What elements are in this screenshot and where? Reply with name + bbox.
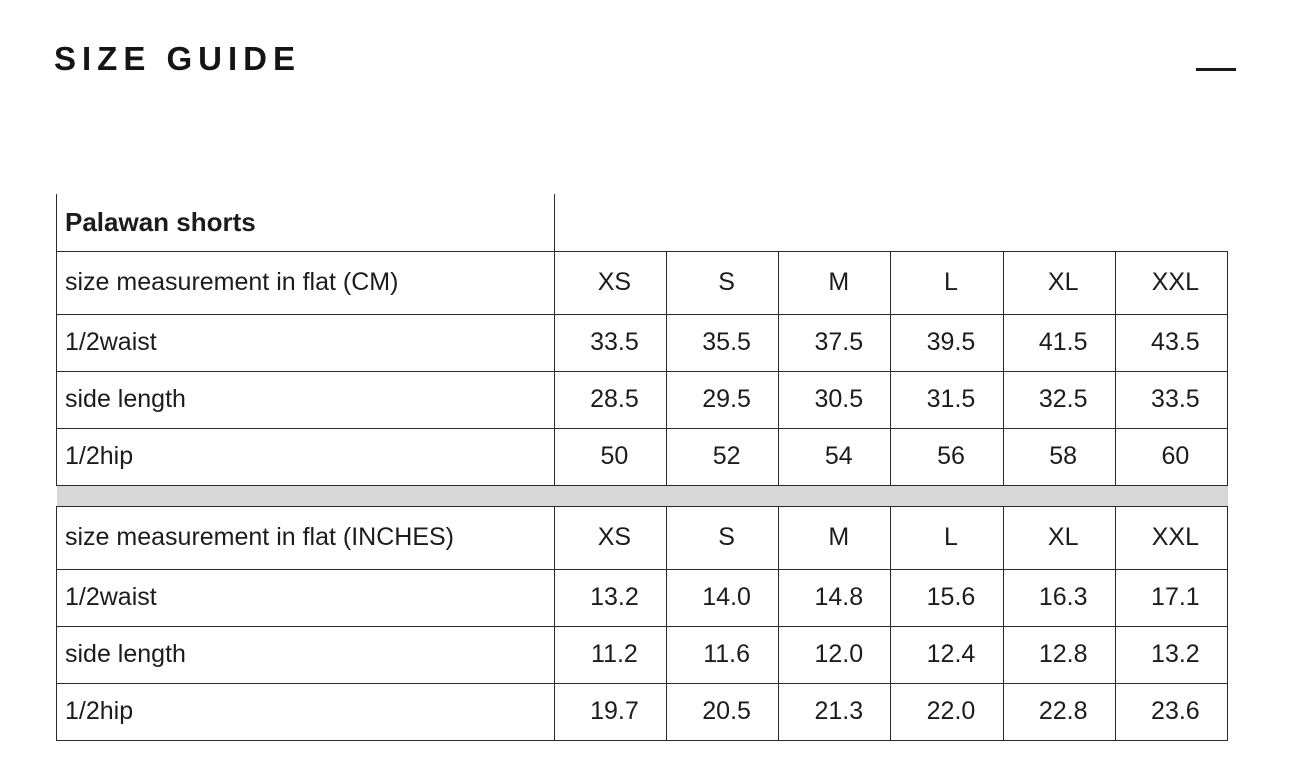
size-header-s: S [667, 252, 779, 315]
table-row-product-title [57, 194, 1228, 252]
minus-icon[interactable] [1196, 56, 1236, 86]
size-guide-table [56, 194, 1228, 741]
measurement-value: 35.5 [667, 315, 779, 372]
page-header [54, 42, 1236, 98]
table-row [57, 315, 1228, 372]
table-row [57, 570, 1228, 627]
measurement-value: 21.3 [779, 684, 891, 741]
measurement-label: 1/2hip [57, 684, 555, 741]
measurement-label: side length [57, 372, 555, 429]
size-header-xs: XS [554, 507, 666, 570]
measurement-label: 1/2hip [57, 429, 555, 486]
table-row-header-cm [57, 252, 1228, 315]
unit-label-inches: size measurement in flat (INCHES) [57, 507, 555, 570]
size-header-s: S [667, 507, 779, 570]
measurement-value: 37.5 [779, 315, 891, 372]
product-name: Palawan shorts [57, 194, 555, 252]
measurement-value: 52 [667, 429, 779, 486]
empty-cell [554, 194, 666, 252]
measurement-label: 1/2waist [57, 315, 555, 372]
measurement-value: 33.5 [554, 315, 666, 372]
size-header-xl: XL [1003, 507, 1115, 570]
measurement-value: 13.2 [1115, 627, 1227, 684]
measurement-value: 19.7 [554, 684, 666, 741]
measurement-value: 11.2 [554, 627, 666, 684]
measurement-value: 30.5 [779, 372, 891, 429]
measurement-value: 43.5 [1115, 315, 1227, 372]
measurement-value: 32.5 [1003, 372, 1115, 429]
measurement-value: 28.5 [554, 372, 666, 429]
measurement-value: 22.0 [891, 684, 1003, 741]
empty-cell [779, 194, 891, 252]
table-row-header-inches [57, 507, 1228, 570]
measurement-value: 11.6 [667, 627, 779, 684]
measurement-value: 58 [1003, 429, 1115, 486]
empty-cell [1115, 194, 1227, 252]
measurement-value: 41.5 [1003, 315, 1115, 372]
measurement-value: 33.5 [1115, 372, 1227, 429]
measurement-value: 22.8 [1003, 684, 1115, 741]
unit-label-cm: size measurement in flat (CM) [57, 252, 555, 315]
table-row [57, 372, 1228, 429]
empty-cell [891, 194, 1003, 252]
measurement-value: 29.5 [667, 372, 779, 429]
measurement-value: 50 [554, 429, 666, 486]
measurement-value: 56 [891, 429, 1003, 486]
measurement-value: 12.4 [891, 627, 1003, 684]
measurement-label: 1/2waist [57, 570, 555, 627]
size-table-container [56, 194, 1228, 741]
section-divider-band [57, 486, 1228, 507]
measurement-value: 12.0 [779, 627, 891, 684]
measurement-value: 12.8 [1003, 627, 1115, 684]
measurement-value: 20.5 [667, 684, 779, 741]
table-row [57, 627, 1228, 684]
size-header-m: M [779, 252, 891, 315]
empty-cell [667, 194, 779, 252]
page-title: SIZE GUIDE [54, 40, 302, 77]
size-header-xxl: XXL [1115, 507, 1227, 570]
measurement-value: 23.6 [1115, 684, 1227, 741]
section-divider [57, 486, 1228, 507]
size-header-l: L [891, 507, 1003, 570]
measurement-label: side length [57, 627, 555, 684]
size-header-xxl: XXL [1115, 252, 1227, 315]
size-header-xs: XS [554, 252, 666, 315]
measurement-value: 16.3 [1003, 570, 1115, 627]
table-row [57, 684, 1228, 741]
measurement-value: 14.8 [779, 570, 891, 627]
measurement-value: 13.2 [554, 570, 666, 627]
minus-icon-bar [1196, 68, 1236, 71]
size-header-l: L [891, 252, 1003, 315]
measurement-value: 14.0 [667, 570, 779, 627]
size-header-xl: XL [1003, 252, 1115, 315]
measurement-value: 54 [779, 429, 891, 486]
measurement-value: 39.5 [891, 315, 1003, 372]
empty-cell [1003, 194, 1115, 252]
measurement-value: 31.5 [891, 372, 1003, 429]
measurement-value: 60 [1115, 429, 1227, 486]
measurement-value: 15.6 [891, 570, 1003, 627]
measurement-value: 17.1 [1115, 570, 1227, 627]
table-row [57, 429, 1228, 486]
size-header-m: M [779, 507, 891, 570]
